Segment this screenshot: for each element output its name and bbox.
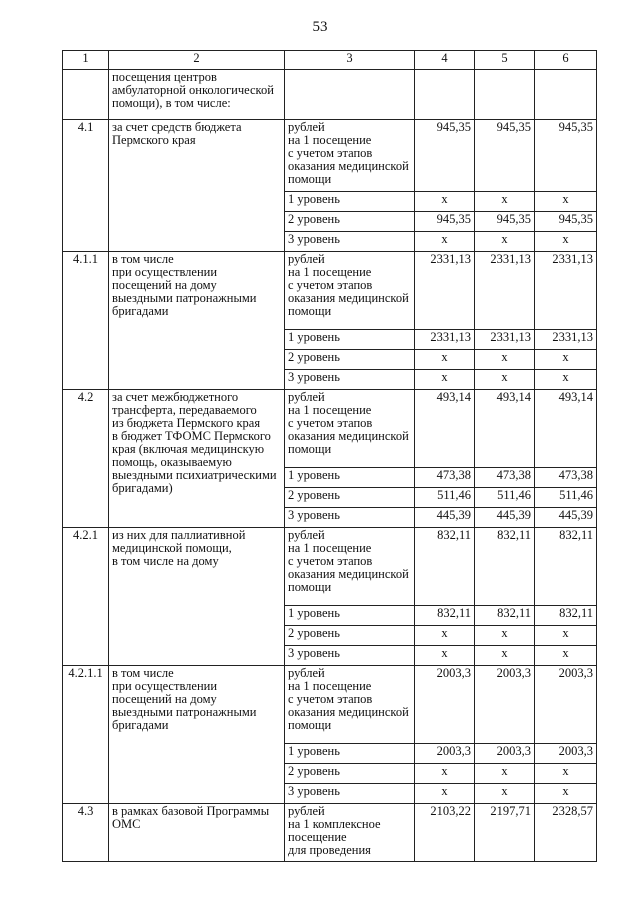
table-row <box>63 390 597 468</box>
row-unit-line: оказания медицинской <box>288 291 409 305</box>
level-value-cell: х <box>415 350 475 370</box>
table-row <box>63 252 597 330</box>
level-value-cell: х <box>475 192 535 212</box>
column-header: 6 <box>535 51 597 70</box>
value-cell: 2331,13 <box>415 252 475 330</box>
row-unit-line: помощи <box>288 718 332 732</box>
row-unit-line: с учетом этапов <box>288 278 373 292</box>
level-value-cell: х <box>475 784 535 804</box>
level-label: 2 уровень <box>285 488 415 508</box>
row-number: 4.2.1 <box>63 528 109 666</box>
row-description-line: выездными психиатрическими <box>112 468 277 482</box>
row-unit-line: на 1 посещение <box>288 403 372 417</box>
row-description-line: бригадами) <box>112 481 173 495</box>
level-label: 3 уровень <box>285 784 415 804</box>
table-row <box>63 528 597 606</box>
value-cell: 2003,3 <box>535 666 597 744</box>
level-value-cell: 511,46 <box>475 488 535 508</box>
row-number: 4.2 <box>63 390 109 528</box>
level-value-cell: 832,11 <box>415 606 475 626</box>
level-value-cell: х <box>475 370 535 390</box>
row-description-line: бригадами <box>112 718 169 732</box>
level-value-cell: х <box>475 646 535 666</box>
level-label: 2 уровень <box>285 764 415 784</box>
row-unit <box>285 252 415 330</box>
table-body <box>63 51 597 862</box>
level-value-cell: 473,38 <box>415 468 475 488</box>
row-unit <box>285 120 415 192</box>
level-label: 3 уровень <box>285 508 415 528</box>
row-number: 4.3 <box>63 804 109 862</box>
row-unit-line: рублей <box>288 528 325 542</box>
level-label: 1 уровень <box>285 606 415 626</box>
level-label: 3 уровень <box>285 646 415 666</box>
row-description-line: в бюджет ТФОМС Пермского <box>112 429 271 443</box>
row-unit-line: на 1 посещение <box>288 133 372 147</box>
level-value-cell: х <box>535 232 597 252</box>
row-number: 4.1.1 <box>63 252 109 390</box>
row-unit-line: рублей <box>288 252 325 266</box>
value-cell: 2197,71 <box>475 804 535 862</box>
level-value-cell: 2331,13 <box>475 330 535 350</box>
row-description-line: посещений на дому <box>112 692 217 706</box>
row-description-line: за счет межбюджетного <box>112 390 239 404</box>
level-value-cell: 832,11 <box>535 606 597 626</box>
column-header: 1 <box>63 51 109 70</box>
row-description-line: при осуществлении <box>112 265 218 279</box>
level-value-cell: 445,39 <box>535 508 597 528</box>
row-unit-line: на 1 посещение <box>288 679 372 693</box>
row-description-line: в том числе <box>112 666 174 680</box>
column-header: 2 <box>109 51 285 70</box>
row-description-line: за счет средств бюджета <box>112 120 242 134</box>
level-label: 1 уровень <box>285 468 415 488</box>
level-value-cell: х <box>475 626 535 646</box>
row-number: 4.1 <box>63 120 109 252</box>
row-description-line: при осуществлении <box>112 679 218 693</box>
row-unit <box>285 528 415 606</box>
row-unit-line: помощи <box>288 442 332 456</box>
row-unit-line: с учетом этапов <box>288 416 373 430</box>
level-value-cell: х <box>415 784 475 804</box>
level-value-cell: 945,35 <box>475 212 535 232</box>
row-description-line: ОМС <box>112 817 141 831</box>
level-value-cell: 445,39 <box>415 508 475 528</box>
level-value-cell: х <box>535 350 597 370</box>
row-unit-line: для проведения <box>288 843 371 857</box>
row-unit <box>285 390 415 468</box>
page-number: 53 <box>312 19 328 35</box>
row-unit-line: на 1 комплексное <box>288 817 381 831</box>
table-header-row <box>63 51 597 70</box>
row-description <box>109 666 285 804</box>
level-value-cell: х <box>535 764 597 784</box>
level-value-cell: х <box>415 370 475 390</box>
row-unit-line: оказания медицинской <box>288 159 409 173</box>
row-unit-line: помощи <box>288 580 332 594</box>
row-unit-line: на 1 посещение <box>288 265 372 279</box>
row-description-line: в рамках базовой Программы <box>112 804 270 818</box>
value-cell: 2003,3 <box>475 666 535 744</box>
row-description-line: посещения центров <box>112 70 217 84</box>
level-value-cell: х <box>535 784 597 804</box>
value-cell: 493,14 <box>415 390 475 468</box>
level-value-cell: х <box>415 626 475 646</box>
row-unit-line: с учетом этапов <box>288 554 373 568</box>
row-description-line: выездными патронажными <box>112 705 257 719</box>
table-row <box>63 70 597 120</box>
row-unit-line: оказания медицинской <box>288 567 409 581</box>
row-unit-line: посещение <box>288 830 347 844</box>
level-label: 1 уровень <box>285 192 415 212</box>
level-value-cell: 511,46 <box>415 488 475 508</box>
row-unit-line: оказания медицинской <box>288 429 409 443</box>
row-description-line: Пермского края <box>112 133 196 147</box>
level-value-cell: х <box>415 646 475 666</box>
value-cell: 493,14 <box>475 390 535 468</box>
value-cell <box>475 70 535 120</box>
level-value-cell: 2003,3 <box>475 744 535 764</box>
row-unit-line: с учетом этапов <box>288 146 373 160</box>
value-cell: 945,35 <box>475 120 535 192</box>
row-description <box>109 120 285 252</box>
level-label: 1 уровень <box>285 330 415 350</box>
row-unit-line: помощи <box>288 304 332 318</box>
row-description <box>109 804 285 862</box>
row-number <box>63 70 109 120</box>
tariff-table <box>62 50 597 862</box>
value-cell: 832,11 <box>415 528 475 606</box>
level-value-cell: 445,39 <box>475 508 535 528</box>
row-unit <box>285 666 415 744</box>
column-header: 5 <box>475 51 535 70</box>
value-cell: 2328,57 <box>535 804 597 862</box>
level-value-cell: 473,38 <box>535 468 597 488</box>
row-description-line: в том числе <box>112 252 174 266</box>
table-row <box>63 666 597 744</box>
level-value-cell: х <box>475 764 535 784</box>
level-value-cell: 2003,3 <box>415 744 475 764</box>
level-label: 1 уровень <box>285 744 415 764</box>
row-unit <box>285 70 415 120</box>
level-label: 2 уровень <box>285 350 415 370</box>
column-header: 3 <box>285 51 415 70</box>
level-label: 3 уровень <box>285 232 415 252</box>
row-unit-line: оказания медицинской <box>288 705 409 719</box>
row-number: 4.2.1.1 <box>63 666 109 804</box>
row-unit-line: рублей <box>288 390 325 404</box>
level-value-cell: х <box>535 646 597 666</box>
value-cell: 832,11 <box>475 528 535 606</box>
level-value-cell: 2331,13 <box>415 330 475 350</box>
level-value-cell: х <box>415 232 475 252</box>
row-unit-line: рублей <box>288 804 325 818</box>
row-description-line: бригадами <box>112 304 169 318</box>
value-cell <box>415 70 475 120</box>
level-value-cell: х <box>535 370 597 390</box>
level-value-cell: 2003,3 <box>535 744 597 764</box>
row-description-line: из бюджета Пермского края <box>112 416 261 430</box>
level-value-cell: х <box>535 626 597 646</box>
table-row <box>63 120 597 192</box>
row-unit-line: рублей <box>288 120 325 134</box>
level-value-cell: 473,38 <box>475 468 535 488</box>
level-value-cell: х <box>535 192 597 212</box>
row-unit-line: на 1 посещение <box>288 541 372 555</box>
value-cell: 493,14 <box>535 390 597 468</box>
row-description <box>109 390 285 528</box>
level-value-cell: 832,11 <box>475 606 535 626</box>
row-description-line: из них для паллиативной <box>112 528 246 542</box>
row-description <box>109 528 285 666</box>
row-description-line: края (включая медицинскую <box>112 442 265 456</box>
value-cell: 832,11 <box>535 528 597 606</box>
level-value-cell: 511,46 <box>535 488 597 508</box>
row-description-line: выездными патронажными <box>112 291 257 305</box>
value-cell: 2331,13 <box>535 252 597 330</box>
level-value-cell: 945,35 <box>535 212 597 232</box>
level-value-cell: 2331,13 <box>535 330 597 350</box>
row-description-line: помощь, оказываемую <box>112 455 232 469</box>
row-description-line: в том числе на дому <box>112 554 219 568</box>
level-value-cell: 945,35 <box>415 212 475 232</box>
row-unit <box>285 804 415 862</box>
value-cell <box>535 70 597 120</box>
level-value-cell: х <box>475 350 535 370</box>
row-description <box>109 70 285 120</box>
row-unit-line: с учетом этапов <box>288 692 373 706</box>
level-label: 3 уровень <box>285 370 415 390</box>
row-unit-line: помощи <box>288 172 332 186</box>
row-unit-line: рублей <box>288 666 325 680</box>
row-description-line: медицинской помощи, <box>112 541 232 555</box>
row-description-line: трансферта, передаваемого <box>112 403 257 417</box>
value-cell: 945,35 <box>415 120 475 192</box>
value-cell: 945,35 <box>535 120 597 192</box>
value-cell: 2331,13 <box>475 252 535 330</box>
row-description <box>109 252 285 390</box>
level-label: 2 уровень <box>285 212 415 232</box>
table-row <box>63 804 597 862</box>
value-cell: 2103,22 <box>415 804 475 862</box>
level-value-cell: х <box>475 232 535 252</box>
row-description-line: амбулаторной онкологической <box>112 83 274 97</box>
row-description-line: посещений на дому <box>112 278 217 292</box>
level-label: 2 уровень <box>285 626 415 646</box>
value-cell: 2003,3 <box>415 666 475 744</box>
column-header: 4 <box>415 51 475 70</box>
level-value-cell: х <box>415 764 475 784</box>
level-value-cell: х <box>415 192 475 212</box>
row-description-line: помощи), в том числе: <box>112 96 231 110</box>
